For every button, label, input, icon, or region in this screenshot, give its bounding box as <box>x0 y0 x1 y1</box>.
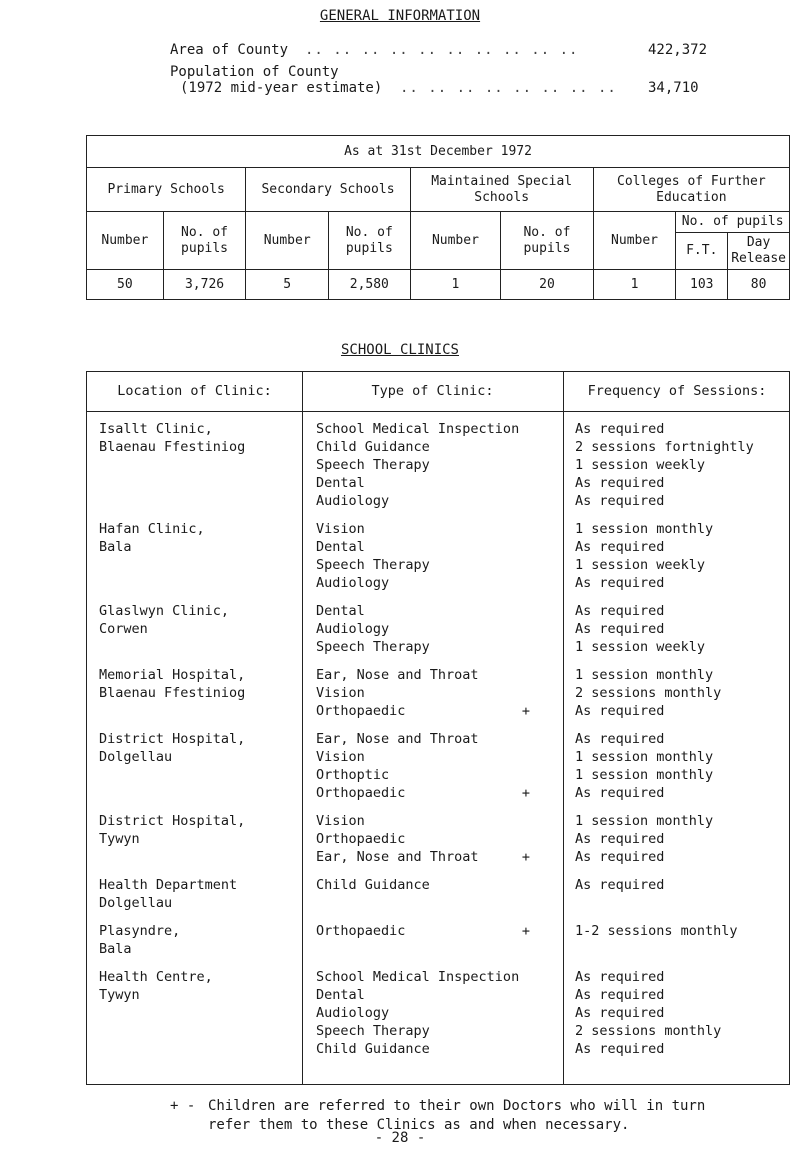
clinic-type <box>316 538 556 556</box>
area-label: Area of County <box>170 42 289 58</box>
clinic-frequencies <box>575 420 790 510</box>
value-colleges-ft: 103 <box>676 270 728 300</box>
session-frequency: As required <box>575 849 665 865</box>
clinic-type-label: Audiology <box>316 493 390 509</box>
clinic-type <box>316 766 556 784</box>
header-location: Location of Clinic: <box>117 383 272 399</box>
clinic-frequencies <box>575 666 790 720</box>
col-pupils-colleges: No. of pupils <box>676 212 790 233</box>
clinic-type <box>316 730 556 748</box>
session-frequency: 1 session monthly <box>575 813 714 829</box>
clinic-type <box>316 1004 556 1022</box>
session-frequency: 1-2 sessions monthly <box>575 923 738 939</box>
footnote-line-2: refer them to these Clinics as and when necessary. <box>208 1117 630 1133</box>
clinic-type <box>316 986 556 1004</box>
population-leader-dots: .. .. .. .. .. .. .. .. <box>400 80 617 96</box>
clinic-types <box>316 968 556 1058</box>
referral-marker: + <box>521 703 530 719</box>
session-frequency: As required <box>575 575 665 591</box>
clinic-location-line: Memorial Hospital, <box>99 667 246 683</box>
clinic-type <box>316 812 556 830</box>
clinic-location-line: Hafan Clinic, <box>99 521 205 537</box>
clinic-type-label: Orthopaedic <box>316 703 406 719</box>
clinic-location-line: Isallt Clinic, <box>99 421 213 437</box>
clinic-frequencies <box>575 730 790 802</box>
area-value: 422,372 <box>648 42 708 58</box>
clinic-location <box>99 730 299 766</box>
session-frequency: As required <box>575 539 665 555</box>
group-colleges: Colleges of Further Education <box>593 168 789 212</box>
session-frequency: As required <box>575 621 665 637</box>
session-frequency: As required <box>575 969 665 985</box>
clinic-type-label: Orthopaedic <box>316 923 406 939</box>
session-frequency: 1 session monthly <box>575 667 714 683</box>
page-heading: GENERAL INFORMATION <box>319 8 481 24</box>
clinic-location <box>99 602 299 638</box>
area-leader-dots: .. .. .. .. .. .. .. .. .. .. <box>305 42 579 58</box>
session-frequency: As required <box>575 703 665 719</box>
value-secondary-number: 5 <box>246 270 329 300</box>
col-pupils-special: No. of pupils <box>501 212 594 270</box>
population-value: 34,710 <box>648 80 699 96</box>
clinic-type <box>316 830 556 848</box>
clinic-type-label: School Medical Inspection <box>316 421 520 437</box>
clinic-types <box>316 876 556 894</box>
session-frequency: As required <box>575 1005 665 1021</box>
population-label: Population of County <box>170 64 339 80</box>
col-pupils-secondary: No. of pupils <box>329 212 411 270</box>
page-number: - 28 - <box>374 1130 426 1146</box>
referral-marker: + <box>521 923 530 939</box>
clinic-location-line: District Hospital, <box>99 813 246 829</box>
clinic-type <box>316 922 556 940</box>
session-frequency: 2 sessions monthly <box>575 685 722 701</box>
clinic-type-label: Speech Therapy <box>316 557 430 573</box>
referral-marker: + <box>521 785 530 801</box>
clinic-type-label: Child Guidance <box>316 1041 430 1057</box>
clinic-type <box>316 456 556 474</box>
clinic-frequencies <box>575 520 790 592</box>
clinic-type <box>316 620 556 638</box>
session-frequency: As required <box>575 831 665 847</box>
session-frequency: As required <box>575 731 665 747</box>
clinic-type-label: Child Guidance <box>316 877 430 893</box>
clinic-type-label: Dental <box>316 539 365 555</box>
session-frequency: As required <box>575 421 665 437</box>
clinic-location-line: Bala <box>99 539 132 555</box>
clinic-frequencies <box>575 968 790 1058</box>
clinics-heading: SCHOOL CLINICS <box>340 342 459 358</box>
clinic-type <box>316 574 556 592</box>
clinic-location-line: District Hospital, <box>99 731 246 747</box>
clinic-type <box>316 438 556 456</box>
footnote-symbol: + - <box>170 1098 196 1114</box>
clinic-type-label: Ear, Nose and Throat <box>316 849 479 865</box>
value-colleges-day-release: 80 <box>728 270 790 300</box>
clinic-frequencies <box>575 812 790 866</box>
session-frequency: 1 session monthly <box>575 521 714 537</box>
clinic-type <box>316 520 556 538</box>
col-ft: F.T. <box>676 233 728 270</box>
session-frequency: 1 session weekly <box>575 457 706 473</box>
clinic-type-label: Vision <box>316 521 365 537</box>
session-frequency: 1 session monthly <box>575 767 714 783</box>
clinic-type <box>316 638 556 656</box>
clinic-types <box>316 520 556 592</box>
clinic-types <box>316 666 556 720</box>
clinic-type <box>316 556 556 574</box>
value-special-number: 1 <box>410 270 501 300</box>
clinic-type-label: Audiology <box>316 1005 390 1021</box>
clinic-types <box>316 420 556 510</box>
schools-table-title: As at 31st December 1972 <box>87 136 790 168</box>
clinic-type-label: Orthoptic <box>316 767 390 783</box>
clinic-type <box>316 876 556 894</box>
session-frequency: 2 sessions monthly <box>575 1023 722 1039</box>
value-colleges-number: 1 <box>593 270 676 300</box>
clinic-location-line: Glaslwyn Clinic, <box>99 603 230 619</box>
clinic-types <box>316 602 556 656</box>
clinic-type <box>316 602 556 620</box>
value-secondary-pupils: 2,580 <box>329 270 411 300</box>
clinic-types <box>316 812 556 866</box>
clinic-location <box>99 876 299 912</box>
clinic-type-label: Audiology <box>316 575 390 591</box>
clinic-type-label: Vision <box>316 813 365 829</box>
clinic-location <box>99 666 299 702</box>
clinic-types <box>316 922 556 940</box>
clinic-type-label: School Medical Inspection <box>316 969 520 985</box>
value-primary-number: 50 <box>87 270 164 300</box>
session-frequency: As required <box>575 987 665 1003</box>
clinic-type <box>316 848 556 866</box>
group-special-schools: Maintained Special Schools <box>410 168 593 212</box>
clinic-type-label: Orthopaedic <box>316 831 406 847</box>
clinic-type-label: Ear, Nose and Throat <box>316 731 479 747</box>
clinic-location-line: Health Centre, <box>99 969 213 985</box>
clinic-location <box>99 520 299 556</box>
group-primary-schools: Primary Schools <box>87 168 246 212</box>
clinic-location-line: Dolgellau <box>99 749 173 765</box>
session-frequency: 1 session monthly <box>575 749 714 765</box>
clinic-type-label: Dental <box>316 603 365 619</box>
session-frequency: As required <box>575 475 665 491</box>
clinic-location-line: Tywyn <box>99 831 140 847</box>
session-frequency: As required <box>575 1041 665 1057</box>
clinic-location-line: Blaenau Ffestiniog <box>99 439 246 455</box>
clinic-location-line: Dolgellau <box>99 895 173 911</box>
clinic-type <box>316 684 556 702</box>
clinic-location-line: Corwen <box>99 621 148 637</box>
clinic-location <box>99 420 299 456</box>
clinics-table-header <box>87 372 789 412</box>
clinic-location-line: Tywyn <box>99 987 140 1003</box>
clinic-type-label: Speech Therapy <box>316 457 430 473</box>
clinic-type <box>316 666 556 684</box>
col-number-secondary: Number <box>246 212 329 270</box>
clinic-type-label: Speech Therapy <box>316 639 430 655</box>
col-day-release: Day Release <box>728 233 790 270</box>
col-pupils-primary: No. of pupils <box>163 212 246 270</box>
header-frequency: Frequency of Sessions: <box>587 383 767 399</box>
clinic-type-label: Vision <box>316 685 365 701</box>
session-frequency: 1 session weekly <box>575 639 706 655</box>
session-frequency: As required <box>575 603 665 619</box>
clinic-type <box>316 968 556 986</box>
clinic-location-line: Plasyndre, <box>99 923 181 939</box>
clinic-type-label: Audiology <box>316 621 390 637</box>
clinic-location <box>99 812 299 848</box>
clinic-type-label: Speech Therapy <box>316 1023 430 1039</box>
clinic-type <box>316 784 556 802</box>
clinic-type <box>316 1040 556 1058</box>
schools-table <box>86 135 790 300</box>
clinic-frequencies <box>575 602 790 656</box>
clinic-location-line: Health Department <box>99 877 238 893</box>
clinic-frequencies <box>575 922 790 940</box>
clinic-type-label: Orthopaedic <box>316 785 406 801</box>
clinic-type <box>316 492 556 510</box>
clinic-type-label: Dental <box>316 987 365 1003</box>
clinic-location <box>99 968 299 1004</box>
clinic-type-label: Vision <box>316 749 365 765</box>
session-frequency: As required <box>575 493 665 509</box>
clinic-location-line: Blaenau Ffestiniog <box>99 685 246 701</box>
session-frequency: As required <box>575 877 665 893</box>
clinic-location-line: Bala <box>99 941 132 957</box>
column-divider <box>563 372 564 1084</box>
clinic-type-label: Ear, Nose and Throat <box>316 667 479 683</box>
col-number-primary: Number <box>87 212 164 270</box>
population-sublabel: (1972 mid-year estimate) <box>180 80 383 96</box>
group-secondary-schools: Secondary Schools <box>246 168 410 212</box>
session-frequency: 2 sessions fortnightly <box>575 439 754 455</box>
column-divider <box>302 372 303 1084</box>
referral-marker: + <box>521 849 530 865</box>
header-type: Type of Clinic: <box>371 383 494 399</box>
clinic-type <box>316 1022 556 1040</box>
clinics-table <box>86 371 790 1085</box>
clinic-type-label: Dental <box>316 475 365 491</box>
clinic-type <box>316 702 556 720</box>
clinic-type-label: Child Guidance <box>316 439 430 455</box>
col-number-colleges: Number <box>593 212 676 270</box>
col-number-special: Number <box>410 212 501 270</box>
clinic-type <box>316 420 556 438</box>
session-frequency: 1 session weekly <box>575 557 706 573</box>
clinic-frequencies <box>575 876 790 894</box>
clinic-location <box>99 922 299 958</box>
session-frequency: As required <box>575 785 665 801</box>
clinic-type <box>316 748 556 766</box>
clinic-types <box>316 730 556 802</box>
value-special-pupils: 20 <box>501 270 594 300</box>
footnote-line-1: Children are referred to their own Doctors who will in turn <box>208 1098 706 1114</box>
clinic-type <box>316 474 556 492</box>
value-primary-pupils: 3,726 <box>163 270 246 300</box>
